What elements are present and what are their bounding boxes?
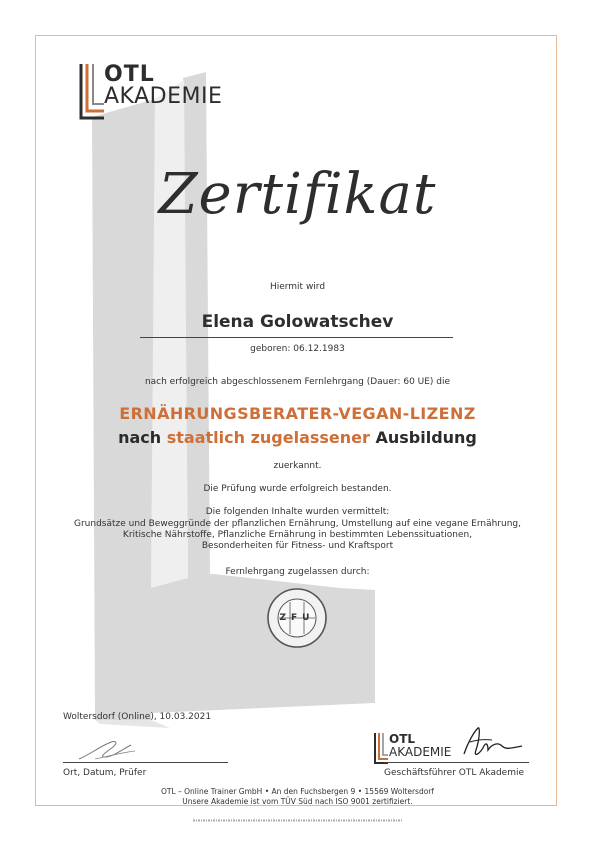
seal-letters: ZFU [279, 613, 315, 623]
license-subtitle-pre: nach [118, 428, 167, 447]
approved-text: Fernlehrgang zugelassen durch: [225, 567, 370, 577]
course-text: nach erfolgreich abgeschlossenem Fernlehrgang (Dauer: 60 UE) die [144, 377, 451, 387]
certificate-title: Zertifikat [158, 162, 437, 227]
signature-line-right [384, 762, 529, 763]
place-date: Woltersdorf (Online), 10.03.2021 [63, 712, 212, 722]
otl-akademie-logo [78, 60, 238, 122]
signature-label-left: Ort, Datum, Prüfer [63, 768, 147, 778]
birth-date: geboren: 06.12.1983 [250, 344, 345, 354]
license-subtitle-post: Ausbildung [369, 428, 477, 447]
recipient-name: Elena Golowatschev [201, 312, 394, 332]
bg-plate [150, 567, 375, 713]
contents-line: Besonderheiten für Fitness- und Kraftsport [201, 541, 394, 551]
signature-logo [373, 731, 468, 765]
logo-mark-icon [78, 60, 106, 122]
director-signature [458, 724, 528, 764]
license-title: ERNÄHRUNGSBERATER-VEGAN-LIZENZ [119, 404, 476, 423]
logo-mark-icon [373, 731, 389, 765]
signature-line-left [63, 762, 228, 763]
logo-akademie-text: AKADEMIE [104, 84, 223, 109]
contents-line: Grundsätze und Beweggründe der pflanzlichen Ernährung, Umstellung auf eine vegane Ernährung, [74, 519, 521, 529]
license-subtitle-accent: staatlich zugelassener [166, 428, 370, 447]
exam-text: Die Prüfung wurde erfolgreich bestanden. [203, 484, 392, 494]
name-underline [140, 337, 453, 338]
contents-intro: Die folgenden Inhalte wurden vermittelt: [205, 507, 390, 517]
verification-hash [40, 808, 555, 827]
footer-iso: Unsere Akademie ist vom TÜV Süd nach ISO 9001 zertifiziert. [182, 797, 413, 806]
awarded-text: zuerkannt. [273, 461, 322, 471]
intro-text: Hiermit wird [269, 282, 326, 292]
hash-strip [193, 818, 403, 823]
sig-logo-otl: OTL [389, 732, 416, 746]
license-subtitle [40, 428, 555, 447]
logo-otl-text: OTL [104, 62, 155, 87]
examiner-signature [75, 735, 140, 765]
signature-label-right: Geschäftsführer OTL Akademie [384, 768, 525, 778]
footer-address: OTL – Online Trainer GmbH • An den Fuchsbergen 9 • 15569 Woltersdorf [160, 787, 435, 796]
zfu-seal [266, 587, 328, 649]
contents-line: Kritische Nährstoffe, Pflanzliche Ernährung in bestimmten Lebenssituationen, [122, 530, 473, 540]
sig-logo-akademie: AKADEMIE [389, 745, 452, 759]
